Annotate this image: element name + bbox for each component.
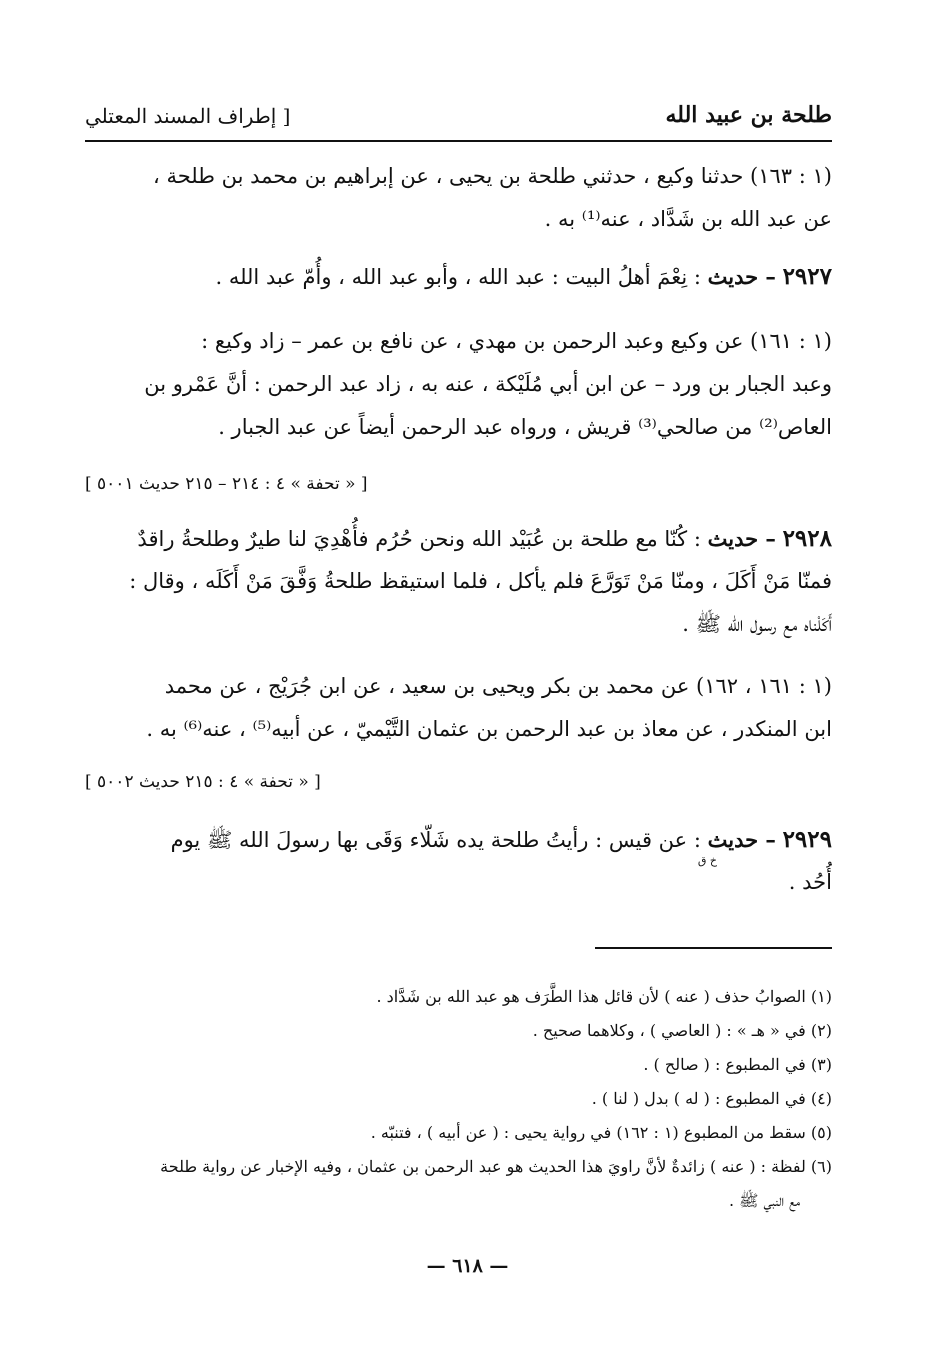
hadith-entry [85, 517, 832, 646]
hadith-number: ٢٩٢٩ [782, 826, 832, 853]
text-line: (١ : ١٦١) عن وكيع وعبد الرحمن بن مهدي ، عن نافع بن عمر – زاد وكيع : [201, 329, 832, 353]
footnote-separator [595, 947, 832, 949]
text-line: أَكَلْناه مع رسول الله ﷺ . [682, 612, 832, 636]
text-line: فمنّا مَنْ أَكَلَ ، ومنّا مَنْ تَوَرَّعَ فلم يأكل ، فلما استيقظ طلحةُ وَفَّقَ مَنْ أَكَلَه ، وقال : [129, 569, 832, 593]
isnad-paragraph [85, 320, 832, 449]
hadith-number: ٢٩٢٧ [782, 263, 832, 290]
footnote: (٢) في « هـ » : ( العاصي ) ، وكلاهما صحيح . [532, 1021, 832, 1040]
text-line: وعبد الجبار بن ورد – عن ابن أبي مُلَيْكة ، عنه به ، زاد عبد الرحمن : أنَّ عَمْرو بن [144, 372, 832, 396]
footnote: (٤) في المطبوع : ( له ) بدل ( لنا ) . [591, 1089, 832, 1108]
footnote-continuation: مع النبي ﷺ . [728, 1191, 800, 1210]
footnote: (٣) في المطبوع : ( صالح ) . [643, 1055, 832, 1074]
page-number: — ٦١٨ — [426, 1255, 509, 1277]
hadith-text: : نِعْمَ أهلُ البيت : عبد الله ، وأبو عبد الله ، وأُمّ عبد الله . [215, 265, 701, 289]
hadith-text: : عن قيس : رأيتُ طلحة يده شَلّاء وَقَى بها رسولَ الله ﷺ يوم [170, 828, 701, 852]
hadith-keyword: – حديث [707, 526, 776, 551]
hadith-text: : كُنّا مع طلحة بن عُبَيْد الله ونحن حُرُم فأُهْدِيَ لنا طيرٌ وطلحةُ راقدٌ [137, 527, 701, 551]
hadith-keyword: – حديث [707, 264, 776, 289]
text-line: (١ : ١٦٣) حدثنا وكيع ، حدثني طلحة بن يحيى ، عن إبراهيم بن محمد بن طلحة ، [152, 164, 832, 188]
header-book-title: [ إطراف المسند المعتلي [85, 104, 291, 128]
running-header [85, 100, 832, 142]
footnotes [85, 980, 832, 1218]
footnote: (٥) سقط من المطبوع (١ : ١٦٢) في رواية يحيى : ( عن أبيه ) ، فتنبّه . [370, 1123, 832, 1142]
text-line: العاص⁽²⁾ من صالحي⁽³⁾ قريش ، ورواه عبد الرحمن أيضاً عن عبد الجبار . [218, 415, 832, 439]
isnad-paragraph [85, 155, 832, 241]
tuhfa-reference: [ « تحفة » ٤ : ٢١٥ حديث ٥٠٠٢ ] [85, 772, 321, 792]
text-line: أُحُد . [788, 870, 832, 894]
hadith-keyword: – حديث [707, 827, 776, 852]
hadith-entry [85, 818, 832, 904]
hadith-entry [85, 255, 832, 298]
hadith-source-symbol: خ ق [697, 854, 717, 867]
tuhfa-reference: [ « تحفة » ٤ : ٢١٤ – ٢١٥ حديث ٥٠٠١ ] [85, 474, 368, 494]
footnote: (١) الصوابُ حذف ( عنه ) لأن قائل هذا الطَّرَف هو عبد الله بن شَدَّاد . [376, 987, 832, 1006]
hadith-number: ٢٩٢٨ [782, 525, 832, 552]
text-line: عن عبد الله بن شَدَّاد ، عنه⁽¹⁾ به . [544, 207, 832, 231]
isnad-paragraph [85, 665, 832, 751]
header-chapter-title: طلحة بن عبيد الله [665, 102, 832, 128]
footnote: (٦) لفظة : ( عنه ) زائدةٌ لأنَّ راويَ هذا الحديث هو عبد الرحمن بن عثمان ، وفيه الإخبار عن رواية طلحة [160, 1157, 832, 1176]
text-line: (١ : ١٦١ ، ١٦٢) عن محمد بن بكر ويحيى بن سعيد ، عن ابن جُرَيْج ، عن محمد [164, 674, 832, 698]
text-line: ابن المنكدر ، عن معاذ بن عبد الرحمن بن عثمان التَّيْميّ ، عن أبيه⁽⁵⁾ ، عنه⁽⁶⁾ به . [146, 717, 832, 741]
